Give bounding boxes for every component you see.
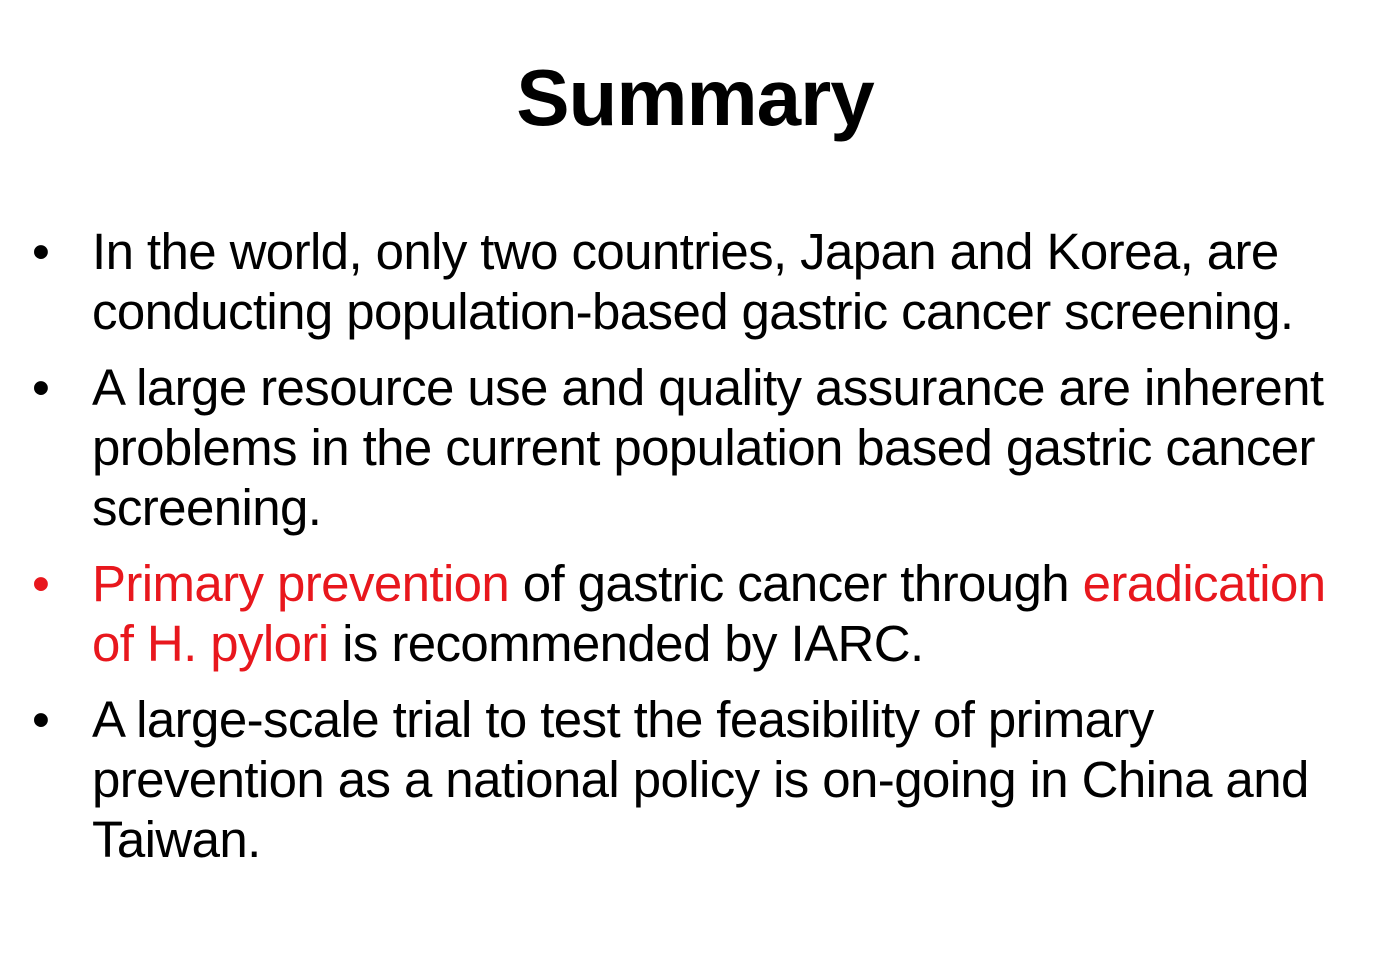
bullet-text: A large-scale trial to test the feasibility of primary prevention as a national policy is on-going in China and Taiwan. [92, 691, 1309, 868]
slide-title: Summary [516, 53, 874, 142]
bullet-text: is recommended by IARC. [328, 615, 924, 672]
bullet-dot-icon: • [32, 691, 50, 748]
highlight-eradication: eradication of H. pylori [92, 555, 1326, 672]
bullet-list [32, 222, 1372, 886]
bullet-item [32, 358, 1372, 538]
bullet-dot-icon: • [32, 359, 50, 416]
bullet-item [32, 554, 1372, 674]
bullet-text: of gastric cancer through [509, 555, 1083, 612]
bullet-dot-icon: • [32, 555, 50, 612]
bullet-text: A large resource use and quality assurance are inherent problems in the current population based gastric cancer screening. [92, 359, 1324, 536]
bullet-dot-icon: • [32, 223, 50, 280]
bullet-item [32, 690, 1372, 870]
highlight-primary-prevention: Primary prevention [92, 555, 510, 612]
bullet-text: In the world, only two countries, Japan and Korea, are conducting population-based gastric cancer screening. [92, 223, 1294, 340]
bullet-item [32, 222, 1372, 342]
